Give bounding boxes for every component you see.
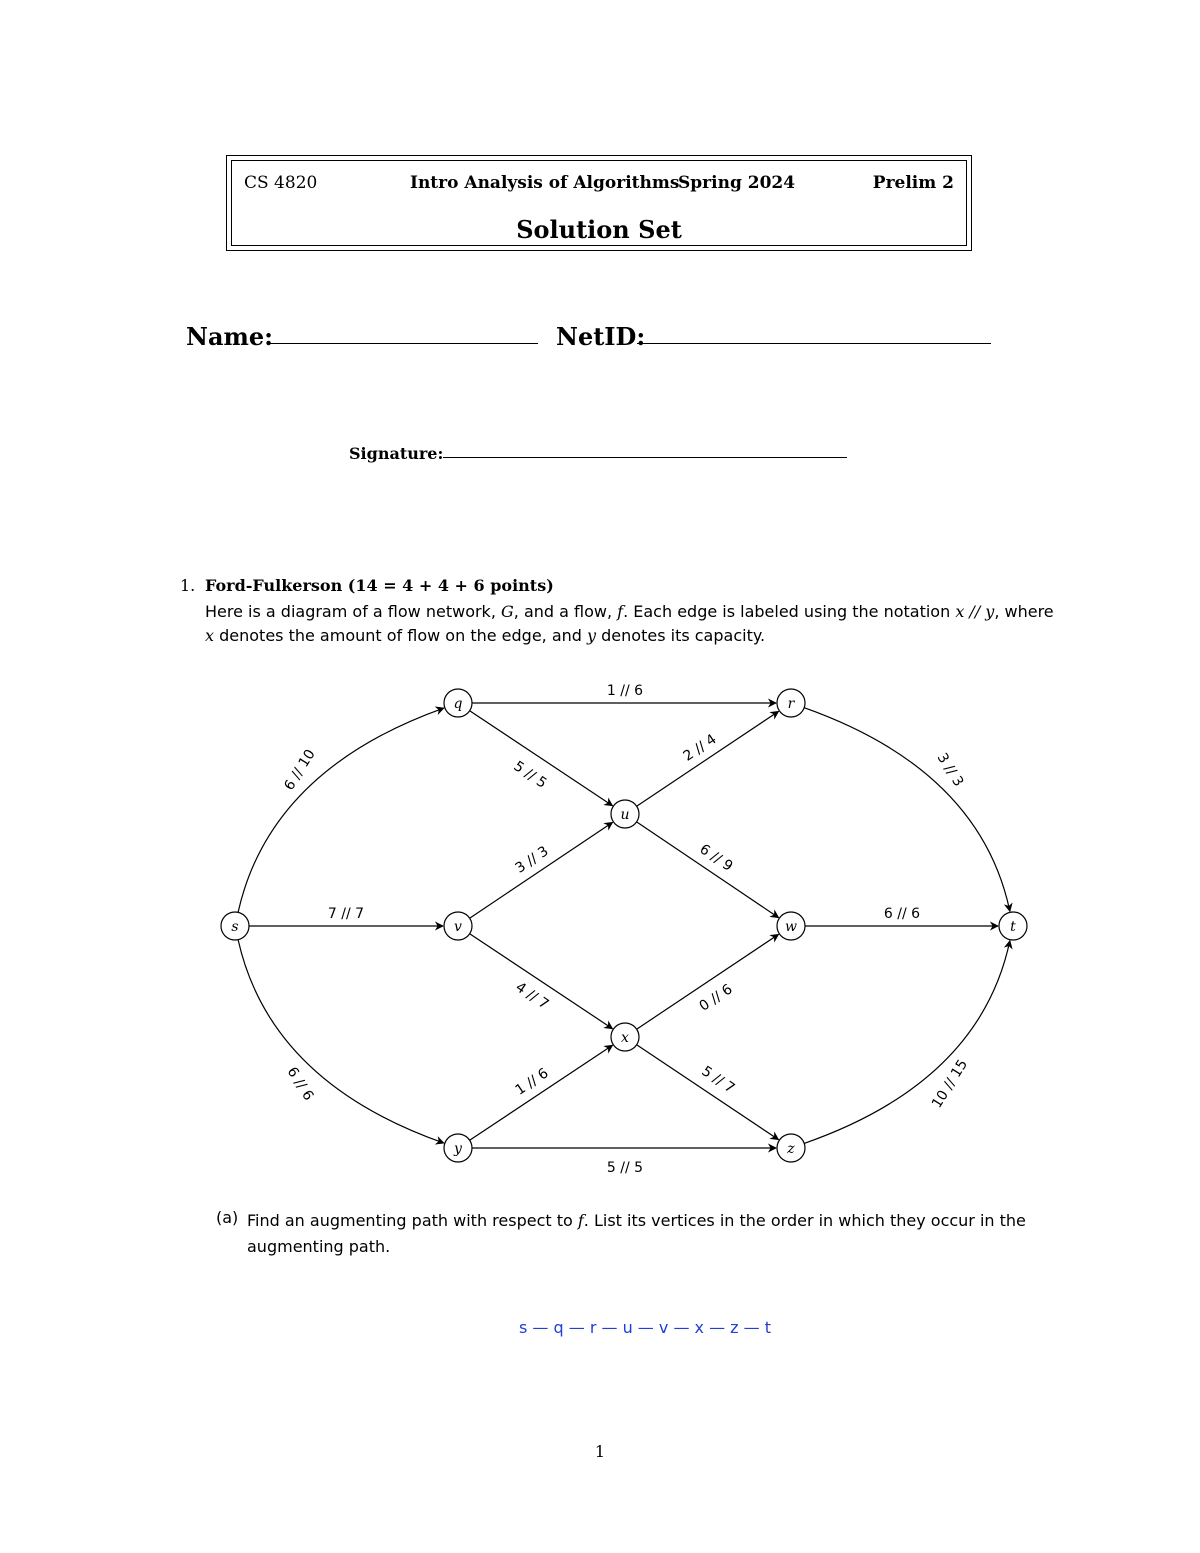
node-r [777,689,805,717]
node-q [444,689,472,717]
node-label: u [620,807,630,823]
question-text-part: denotes its capacity. [596,626,766,645]
node-label: t [1010,919,1016,935]
edge-label-s-q: 6 // 10 [281,746,319,794]
node-u [611,800,639,828]
notation: x // y [955,602,995,621]
edge-label-s-y: 6 // 6 [283,1064,317,1104]
edge-v-u [470,822,613,918]
edge-label-w-t: 6 // 6 [883,906,921,922]
question-text-part: . Each edge is labeled using the notation [623,602,956,621]
name-label: Name: [186,322,274,351]
var-y: y [587,626,597,645]
question-text-part: , and a flow, [513,602,618,621]
part-a-text [247,1208,1052,1260]
question-title: Ford-Fulkerson (14 = 4 + 4 + 6 points) [205,576,554,595]
node-label: q [453,696,463,712]
node-z [777,1134,805,1162]
edge-label-y-x: 1 // 6 [512,1065,552,1099]
node-x [611,1023,639,1051]
var-x: x [205,626,215,645]
course-term: Spring 2024 [678,173,796,193]
edge-u-w [637,822,779,918]
node-label: w [785,919,797,935]
question-text-part: , where [994,602,1054,621]
node-label: v [454,919,462,935]
node-label: y [454,1141,462,1157]
part-a-answer: s — q — r — u — v — x — z — t [518,1318,772,1337]
edge-label-z-t: 10 // 15 [928,1056,972,1112]
var-g: G [501,602,514,621]
edge-s-q [238,708,444,912]
var-f: f [617,602,624,621]
edge-label-s-v: 7 // 7 [327,906,365,922]
node-s [221,912,249,940]
question-number: 1. [180,576,196,595]
edge-x-z [637,1045,779,1140]
edge-label-u-r: 2 // 4 [680,731,720,765]
page-number: 1 [594,1442,606,1461]
node-v [444,912,472,940]
edge-label-q-r: 1 // 6 [606,683,644,699]
exam-name: Prelim 2 [872,173,954,193]
question-text-part: Here is a diagram of a flow network, [205,602,501,621]
netid-label: NetID: [556,322,646,351]
edge-y-x [470,1045,613,1140]
solution-title: Solution Set [516,215,682,244]
edge-label-v-x: 4 // 7 [512,979,552,1013]
node-label: z [787,1141,795,1157]
edge-v-x [470,934,613,1029]
node-w [777,912,805,940]
edge-label-u-w: 6 // 9 [696,841,736,875]
question-text-part: denotes the amount of flow on the edge, and [214,626,588,645]
node-label: x [621,1030,629,1046]
edge-label-y-z: 5 // 5 [606,1160,644,1176]
course-code: CS 4820 [244,173,318,193]
edge-label-x-z: 5 // 7 [698,1063,738,1097]
part-a-label: (a) [216,1208,239,1227]
edge-r-t [804,708,1010,912]
node-label: s [231,919,239,935]
edge-label-x-w: 0 // 6 [696,981,736,1015]
edge-z-t [804,941,1010,1144]
node-label: r [787,696,795,712]
var-f: f [577,1211,584,1230]
course-title: Intro Analysis of Algorithms [410,173,680,193]
part-a-text-part: Find an augmenting path with respect to [247,1211,578,1230]
edge-q-u [470,711,613,806]
edge-s-y [238,940,444,1143]
signature-label: Signature: [349,444,444,463]
edge-label-q-u: 5 // 5 [510,758,550,792]
edge-label-v-u: 3 // 3 [512,843,552,877]
part-a-text-part: . List its vertices in the order in which they occur in the augmenting path. [247,1211,1026,1256]
edge-u-r [637,711,779,806]
node-t [999,912,1027,940]
edge-x-w [637,934,779,1029]
node-y [444,1134,472,1162]
edge-label-r-t: 3 // 3 [933,750,967,790]
